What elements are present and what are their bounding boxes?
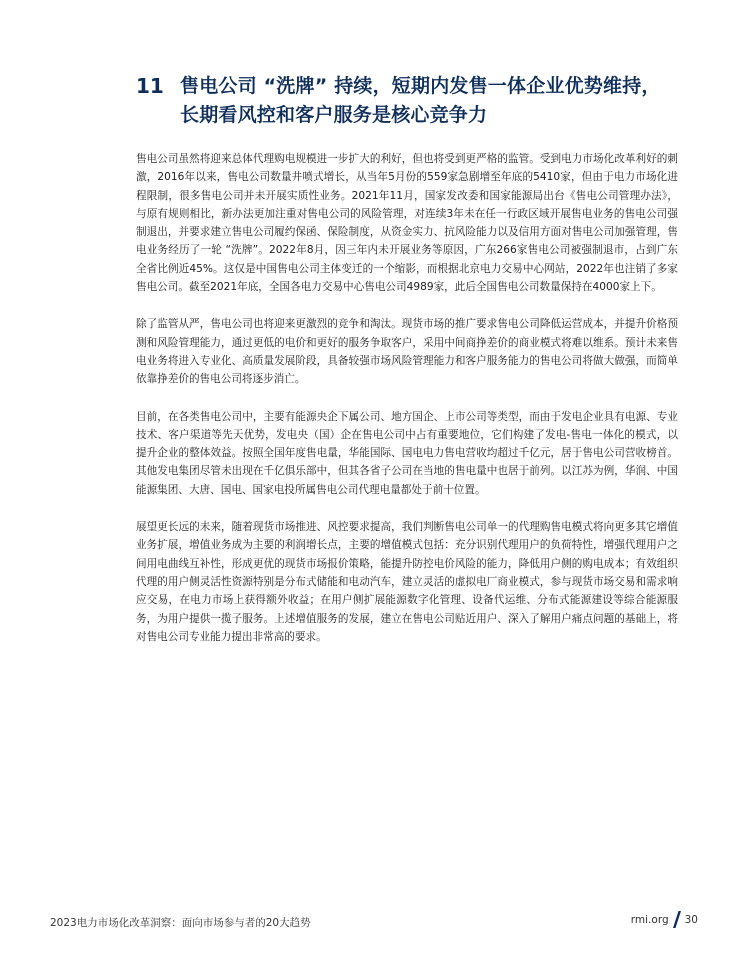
section-title-line-2: 长期看风控和客户服务是核心竞争力 [180, 104, 488, 126]
section-title-line-1: 售电公司 “洗牌” 持续，短期内发售一体企业优势维持， [180, 75, 661, 97]
page-number: 30 [684, 913, 698, 926]
body-text [136, 150, 678, 665]
footer-site-link[interactable]: rmi.org [630, 913, 669, 926]
paragraph: 除了监管从严，售电公司也将迎来更激烈的竞争和淘汰。现货市场的推广要求售电公司降低运营成本，并提升价格预测和风险管理能力，通过更低的电价和更好的服务争取客户，采用中间商挣差价的商业模式将难以维系。预计未来售电业务将进入专业化、高质量发展阶段，具备较强市场风险管理能力和客户服务能力的售电公司将做大做强，而简单依靠挣差价的售电公司将逐步消亡。 [136, 318, 678, 386]
footer-right [631, 911, 698, 928]
paragraph: 售电公司虽然将迎来总体代理购电规模进一步扩大的利好，但也将受到更严格的监管。受到电力市场化改革利好的刺激，2016年以来，售电公司数量井喷式增长，从当年5月份的559家急剧增至年底的5410家，但由于电力市场化进程限制，很多售电公司并未开展实质性业务。2021年11月，国家发改委和国家能源局出台《售电公司管理办法》，与原有规则相比，新办法更加注重对售电公司的风险管理，对连续3年未在任一行政区域开展售电业务的售电公司强制退出，并要求建立售电公司履约保函、保险制度，从资金实力、抗风险能力以及信用方面对售电公司加强管理，售电业务经历了一轮 “洗牌”。2022年8月，因三年内未开展业务等原因，广东266家售电公司被强制退市，占到广东全省比例近45%。这仅是中国售电公司主体变迁的一个缩影，而根据北京电力交易中心网站，2022年也注销了多家售电公司。截至2021年底，全国各电力交易中心售电公司4989家，此后全国售电公司数量保持在4000家上下。 [136, 153, 678, 294]
footer-report-title: 2023电力市场化改革洞察：面向市场参与者的20大趋势 [50, 917, 311, 929]
slash-divider-icon [673, 911, 681, 928]
section-number: 11 [136, 74, 164, 98]
section-heading [136, 72, 696, 130]
paragraph: 目前，在各类售电公司中，主要有能源央企下属公司、地方国企、上市公司等类型，而由于发电企业具有电源、专业技术、客户渠道等先天优势，发电央（国）企在售电公司中占有重要地位，它们构建了发电-售电一体化的模式，以提升企业的整体效益。按照全国年度售电量，华能国际、国电电力售电营收均超过千亿元，居于售电公司营收榜首。其他发电集团尽管未出现在千亿俱乐部中，但其各省子公司在当地的售电量中也居于前列。以江苏为例，华润、中国能源集团、大唐、国电、国家电投所属售电公司代理电量都处于前十位置。 [136, 410, 678, 496]
section-title [180, 72, 661, 130]
paragraph: 展望更长远的未来，随着现货市场推进、风控要求提高，我们判断售电公司单一的代理购售电模式将向更多其它增值业务扩展，增值业务成为主要的利润增长点，主要的增值模式包括：充分识别代理用户的负荷特性，增强代理用户之间用电曲线互补性，形成更优的现货市场报价策略，能提升防控电价风险的能力，降低用户侧的购电成本；有效组织代理的用户侧灵活性资源特别是分布式储能和电动汽车，建立灵活的虚拟电厂商业模式，参与现货市场交易和需求响应交易，在电力市场上获得额外收益；在用户侧扩展能源数字化管理、设备代运维、分布式能源建设等综合能源服务，为用户提供一揽子服务。上述增值服务的发展，建立在售电公司贴近用户、深入了解用户痛点问题的基础上，将对售电公司专业能力提出非常高的要求。 [136, 521, 678, 643]
page-footer [50, 911, 698, 933]
